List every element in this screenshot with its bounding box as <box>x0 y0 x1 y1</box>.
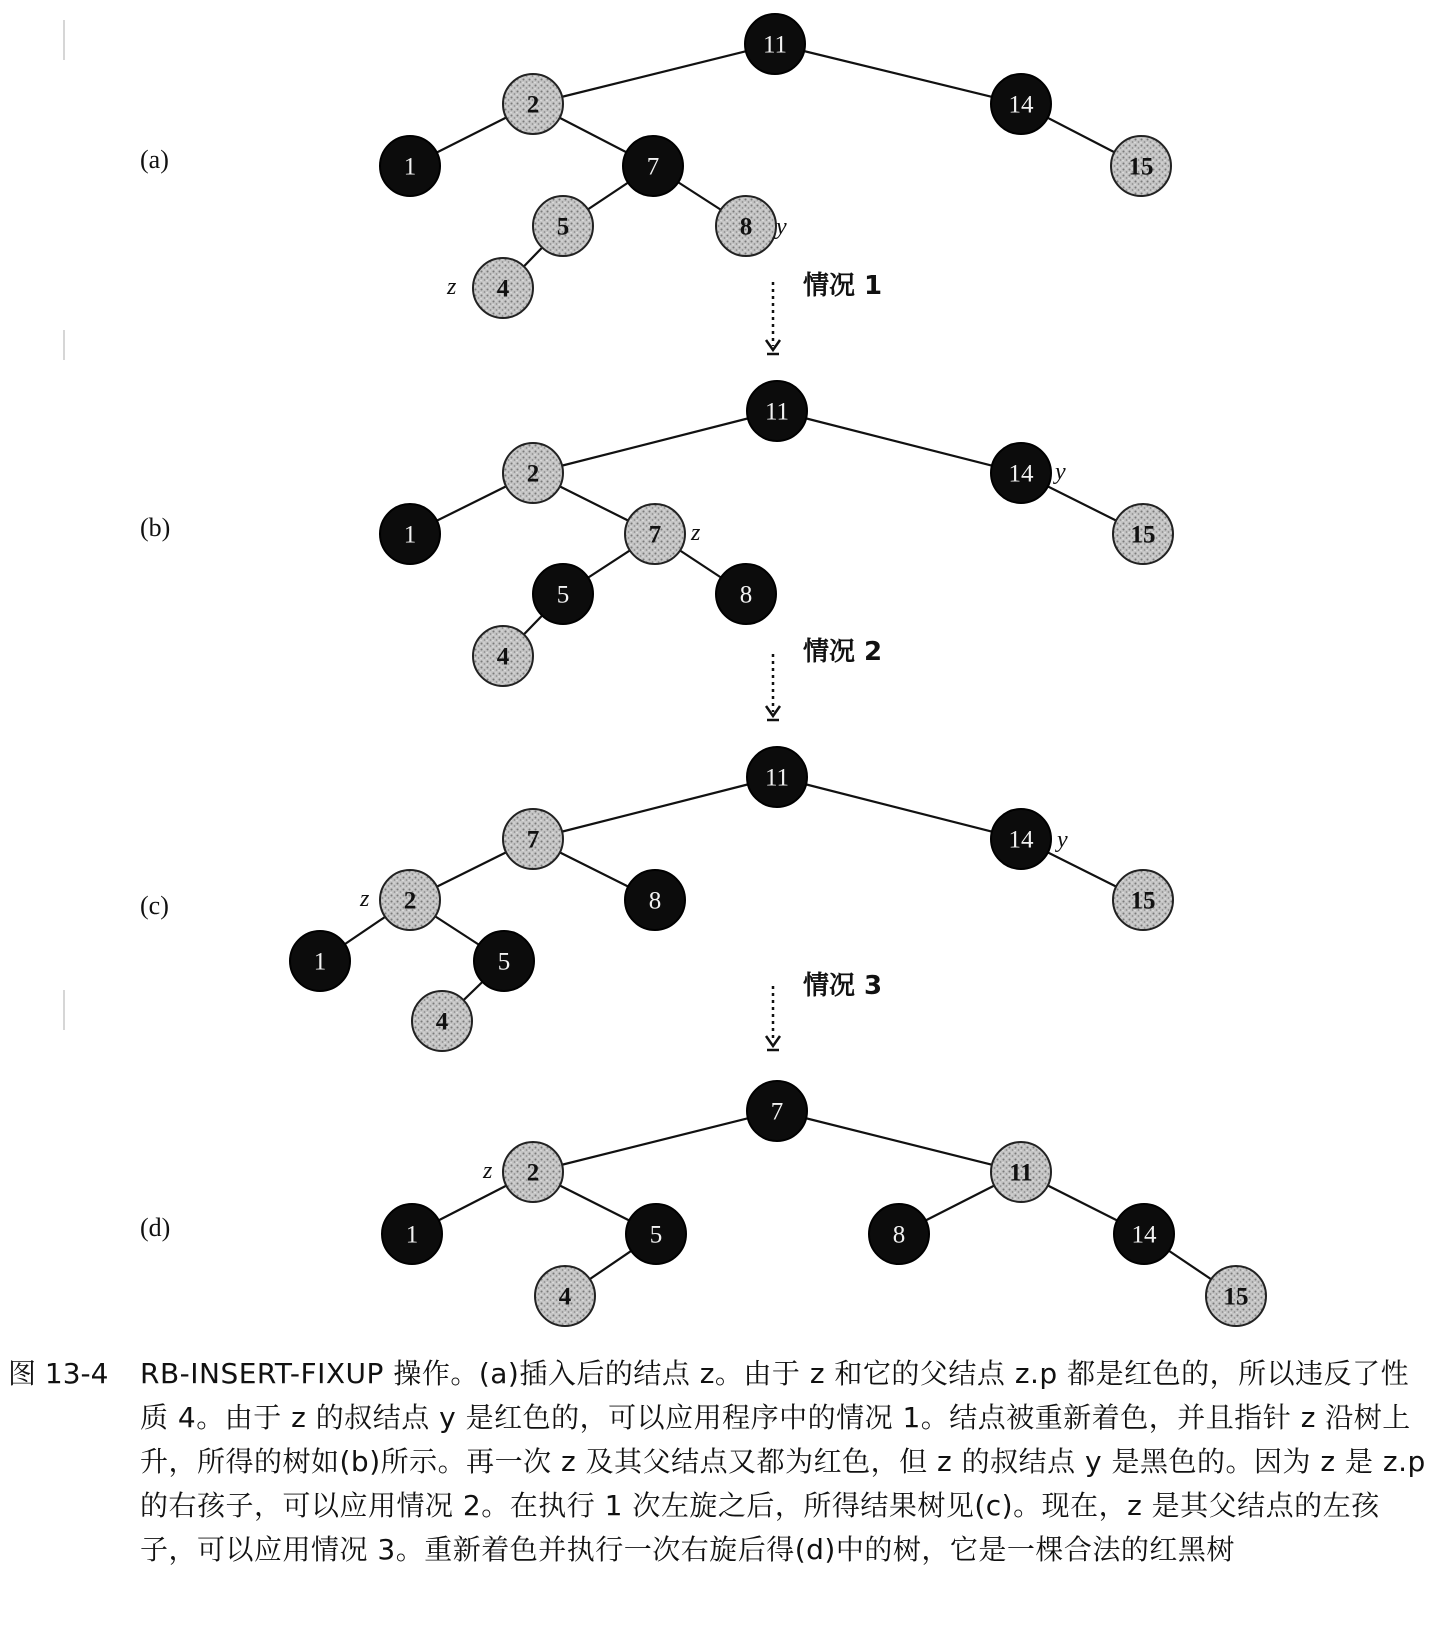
node-1-black <box>290 931 350 991</box>
node-5-red <box>533 196 593 256</box>
node-key: 8 <box>739 213 753 241</box>
case-arrow-3 <box>766 971 882 1050</box>
node-7-red <box>625 504 701 564</box>
node-7-red <box>503 809 563 869</box>
pointer-tag-z: z <box>691 520 701 546</box>
node-14-black <box>1114 1204 1174 1264</box>
node-key: 1 <box>405 1221 419 1249</box>
panel-label: (c) <box>140 891 169 920</box>
node-15-red <box>1113 504 1173 564</box>
node-8-black <box>625 870 685 930</box>
node-key: 8 <box>892 1221 906 1249</box>
tree-b <box>140 381 1173 686</box>
node-5-black <box>533 564 593 624</box>
node-key: 1 <box>313 948 327 976</box>
panel-label: (a) <box>140 145 169 174</box>
node-key: 7 <box>648 521 662 549</box>
node-11-black <box>747 381 807 441</box>
node-key: 1 <box>403 521 417 549</box>
tree-edge <box>775 44 1021 104</box>
node-2-red <box>359 870 440 930</box>
node-key: 2 <box>526 460 540 488</box>
node-key: 7 <box>770 1098 784 1126</box>
node-11-red <box>991 1142 1051 1202</box>
node-key: 15 <box>1128 153 1154 181</box>
trees-layer <box>140 14 1266 1326</box>
node-5-black <box>474 931 534 991</box>
case-label: 情况 2 <box>803 637 883 667</box>
node-1-black <box>380 504 440 564</box>
node-key: 5 <box>556 213 570 241</box>
node-key: 8 <box>739 581 753 609</box>
node-key: 4 <box>496 275 510 303</box>
node-4-red <box>412 991 472 1051</box>
node-key: 11 <box>764 398 790 426</box>
node-8-black <box>716 564 776 624</box>
node-key: 2 <box>403 887 417 915</box>
node-key: 5 <box>649 1221 663 1249</box>
caption-text: RB-INSERT-FIXUP 操作。(a)插入后的结点 z。由于 z 和它的父结点 z.p 都是红色的，所以违反了性质 4。由于 z 的叔结点 y 是红色的，可以应用程序中的情况 1。结点被重新着色，并且指针 z 沿树上升，所得的树如(b)所示。再一次 z 及其父结点又都为红色，但 z 的叔结点 y 是黑色的。因为 z 是 z.p 的右孩子，可以应用情况 2。在执行 1 次左旋之后，所得结果树见(c)。现在，z 是其父结点的左孩子，可以应用情况 3。重新着色并执行一次右旋后得(d)中的树，它是一棵合法的红黑树 <box>140 1357 1426 1566</box>
tree-c <box>140 747 1173 1051</box>
panel-label: (d) <box>140 1213 171 1242</box>
node-5-black <box>626 1204 686 1264</box>
tree-edge <box>777 1111 1021 1172</box>
tree-a <box>140 14 1171 318</box>
figure-number: 图 13-4 <box>8 1357 109 1390</box>
node-key: 5 <box>556 581 570 609</box>
node-1-black <box>380 136 440 196</box>
node-key: 15 <box>1130 887 1156 915</box>
node-1-black <box>382 1204 442 1264</box>
pointer-tag-y: y <box>776 214 787 240</box>
pointer-tag-y: y <box>1055 459 1066 485</box>
node-key: 8 <box>648 887 662 915</box>
node-8-red <box>716 196 787 256</box>
tree-edge <box>533 1111 777 1172</box>
node-key: 14 <box>1131 1221 1157 1249</box>
node-key: 7 <box>646 153 660 181</box>
node-4-red <box>535 1266 595 1326</box>
node-7-black <box>623 136 683 196</box>
node-2-red <box>503 74 563 134</box>
node-key: 14 <box>1008 91 1034 119</box>
node-4-red <box>473 626 533 686</box>
node-15-red <box>1113 870 1173 930</box>
node-key: 4 <box>435 1008 449 1036</box>
tree-edge <box>777 777 1021 839</box>
pointer-tag-z: z <box>447 274 457 300</box>
node-key: 2 <box>526 1159 540 1187</box>
node-11-black <box>747 747 807 807</box>
node-14-black <box>991 443 1066 503</box>
node-key: 1 <box>403 153 417 181</box>
pointer-tag-y: y <box>1057 827 1068 853</box>
node-15-red <box>1111 136 1171 196</box>
node-key: 7 <box>526 826 540 854</box>
case-arrow-1 <box>766 271 882 354</box>
node-15-red <box>1206 1266 1266 1326</box>
tree-d <box>140 1081 1266 1326</box>
node-7-black <box>747 1081 807 1141</box>
node-key: 5 <box>497 948 511 976</box>
node-key: 14 <box>1008 460 1034 488</box>
node-4-red <box>446 258 533 318</box>
case-label: 情况 1 <box>803 271 883 301</box>
node-key: 2 <box>526 91 540 119</box>
node-14-black <box>991 74 1051 134</box>
tree-edge <box>533 777 777 839</box>
node-key: 15 <box>1223 1283 1249 1311</box>
node-key: 11 <box>762 31 788 59</box>
node-11-black <box>745 14 805 74</box>
tree-edge <box>533 411 777 473</box>
node-key: 15 <box>1130 521 1156 549</box>
tree-edge <box>777 411 1021 473</box>
node-key: 11 <box>1009 1159 1033 1187</box>
node-8-black <box>869 1204 929 1264</box>
figure-caption <box>8 1352 1428 1572</box>
panel-label: (b) <box>140 513 171 542</box>
node-key: 4 <box>496 643 510 671</box>
node-14-black <box>991 809 1068 869</box>
node-key: 4 <box>558 1283 572 1311</box>
node-2-red <box>503 443 563 503</box>
case-label: 情况 3 <box>803 971 883 1001</box>
node-key: 14 <box>1008 826 1034 854</box>
case-arrow-2 <box>766 637 882 720</box>
pointer-tag-z: z <box>360 886 370 912</box>
node-key: 11 <box>764 764 790 792</box>
pointer-tag-z: z <box>483 1158 493 1184</box>
tree-edge <box>533 44 775 104</box>
